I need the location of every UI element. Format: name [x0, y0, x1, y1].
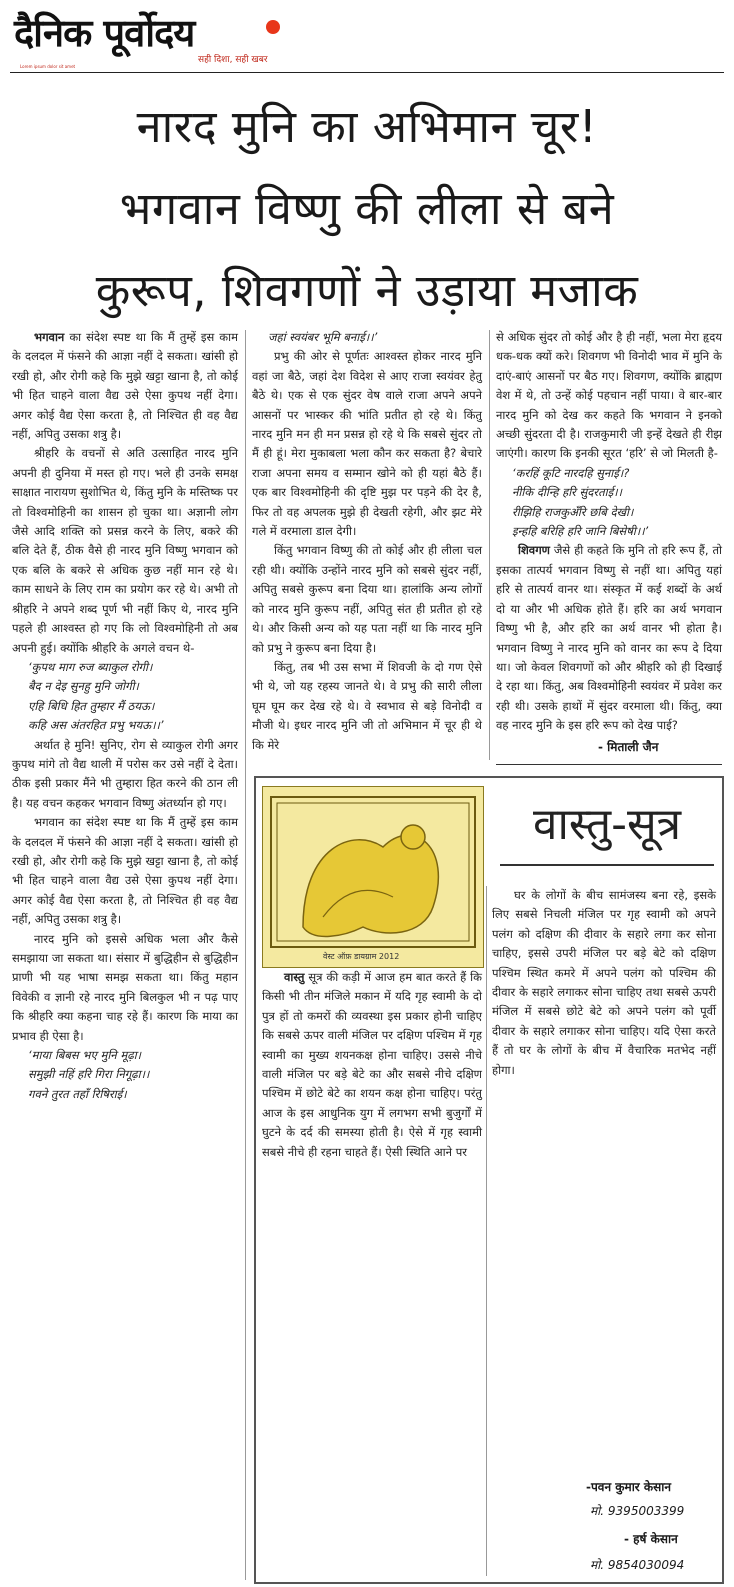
vastu-column-1 [262, 968, 482, 1162]
vastu-diagram-image [262, 786, 484, 968]
logo-subtext: Lorem ipsum dolor sit amet [20, 64, 76, 69]
paragraph-text: जैसे ही कहते कि मुनि तो हरि रूप हैं, तो इसका तात्पर्य भगवान विष्णु से नहीं था। अपितु यहां हरि से तात्पर्य वानर था। संस्कृत में कई शब्दों के अर्थ दो या और भी अधिक होते हैं। हरि का अर्थ भगवान विष्णु भी है, और हरि का अर्थ वानर भी होता है। भगवान विष्णु ने नारद मुनि को वानर का रूप दे दिया था। जो केवल शिवगणों को और श्रीहरि को ही दिखाई दे रहा था। किंतु, अब विश्वमोहिनी स्वयंवर में प्रवेश कर रही थी। उसके हाथों में सुंदर वरमाला थी। किंतु, क्या वह नारद मुनि के इस हरि रूप को देख पाई? [496, 543, 722, 733]
verse-line: रीझिहि राजकुअँरि छबि देखी। [512, 504, 634, 519]
paragraph: श्रीहरि के वचनों से अति उत्साहित नारद मुनि अपनी ही दुनिया में मस्त हो गए। भले ही उनके समक्ष साक्षात नारायण सुशोभित थे, किंतु मुनि के मस्तिष्क पर तो विश्वमोहिनी का शासन हो चुका था। अज्ञानी लोग जैसे आदि शक्ति को प्रसन्न करने के लिए, बकरे की बलि देते हैं, ठीक वैसे ही नारद मुनि विष्णु भगवान को एक बलि के बकरे से अधिक कुछ नहीं मान रहे थे। काम साधने के लिए राम का प्रयोग कर रहे थे। अभी तो श्रीहरि ने अपने शब्द पूर्ण भी नहीं किए थे, नारद मुनि पहले ही आश्वस्त हो गए कि लो विश्वमोहिनी तो अब अपनी हुई। क्योंकि श्रीहरि के अगले वचन थे- [12, 446, 238, 655]
headline-line-1: नारद मुनि का अभिमान चूर! [136, 100, 598, 153]
paragraph: नारद मुनि को इससे अधिक भला और कैसे समझाया जा सकता था। संसार में बुद्धिहीन से बुद्धिहीन प्राणी भी यह भाषा समझ सकता था। किंतु महान विवेकी व ज्ञानी रहे नारद मुनि बिलकुल भी न पढ़ पाए कि श्रीहरि क्या कहना चाह रहे हैं। कारण कि माया का प्रभाव ही ऐसा है। [12, 931, 238, 1043]
vastu-column-2 [492, 886, 716, 1080]
masthead-divider [10, 72, 724, 73]
verse-line: नीकि दीन्हि हरि सुंदरताई।। [512, 485, 623, 500]
logo-dot-icon [266, 20, 280, 34]
verse-line: गवने तुरत तहाँ रिषिराई। [28, 1086, 127, 1101]
paragraph: घर के लोगों के बीच सामंजस्य बना रहे, इसके लिए सबसे निचली मंजिल पर गृह स्वामी को अपने पलंग को दक्षिण की दीवार के सहारे लगा कर सोना चाहिए, इससे उपरी मंजिल पर बड़े बेटे को दक्षिण पश्चिम स्थित कमरे में अपने पलंग को पश्चिम की दीवार के सहारे लगाकर सोना चाहिए तथा सबसे ऊपरी मंजिल में सबसे छोटे बेटे को अपने पलंग को पूर्वी दीवार के सहारे लगाकर सोना चाहिए। यदि ऐसा करते हैं तो घर के लोगों के बीच में वैचारिक मतभेद नहीं होगा। [492, 888, 716, 1077]
article-column-3 [496, 328, 722, 736]
vastu-purush-icon [263, 787, 483, 967]
verse-line: समुझी नहिं हरि गिरा निगूढ़ा।। [28, 1067, 150, 1082]
paragraph [12, 328, 238, 444]
paragraph: अर्थात हे मुनि! सुनिए, रोग से व्याकुल रोगी अगर कुपथ मांगे तो वैद्य थाली में परोस कर उसे नहीं दे देता। ठीक इसी प्रकार मैंने भी तुम्हारा हित करने की ठान ली है। यह वचन कहकर भगवान विष्णु अंतर्ध्यान हो गए। [12, 737, 238, 810]
verse-line: एहि बिधि हित तुम्हार मैं ठयऊ। [28, 698, 155, 713]
vastu-sutra-box [254, 776, 724, 1584]
verse-line: कहि अस अंतरहित प्रभु भयऊ।।’ [28, 718, 164, 733]
lead-word: वास्तु [284, 970, 305, 984]
credit-phone-2: मो. 9854030094 [590, 1558, 685, 1572]
verse-line: इन्हहि बरिहि हरि जानि बिसेषी।।’ [512, 524, 649, 539]
credit-name-1: -पवन कुमार केसान [586, 1480, 671, 1494]
verse-line: जहां स्वयंबर भूमि बनाई।।’ [268, 330, 378, 344]
paragraph: प्रभु की ओर से पूर्णतः आश्वस्त होकर नारद मुनि वहां जा बैठे, जहां देश विदेश से आए राजा स्वयंवर हेतु बैठे थे। एक से एक सुंदर वेष वाले राजा अपने अपने आसनों पर भास्कर की भांति प्रतीत हो रहे थे। किंतु नारद मुनि मन ही मन प्रसन्न हो रहे थे कि सबसे सुंदर तो मैं ही हूं। मेरा मुकाबला भला कौन कर सकता है? बेचारे राजा अपना समय व सम्मान खोने को ही यहां बैठे हैं। एक बार विश्वमोहिनी की दृष्टि मुझ पर पड़ने की देर है, फिर तो वह अपलक मुझे ही देखती रहेगी, और झट मेरे गले में वरमाला डाल देगी। [252, 349, 482, 539]
lead-word: भगवान [34, 330, 65, 344]
paragraph-text: का संदेश स्पष्ट था कि मैं तुम्हें इस काम के दलदल में फंसने की आज्ञा नहीं दे सकता। खांसी हो रखी हो, और रोगी कहे कि मुझे खट्टा खाना है, तो कोई भी हित चाहने वाला वैद्य उसे ऐसा कुपथ नहीं देगा। अगर कोई वैद्य ऐसा करता है, तो निश्चित ही वह वैद्य नहीं, अपितु उसका शत्रु है। [12, 330, 238, 442]
article-column-2 [252, 328, 482, 755]
column-divider [489, 330, 490, 760]
newspaper-logo: दैनिक पूर्वोदय [14, 11, 195, 55]
paragraph: से अधिक सुंदर तो कोई और है ही नहीं, भला मेरा हृदय धक-धक क्यों करे। शिवगण भी विनोदी भाव में मुनि के दाएं-बाएं आसनों पर बैठ गए। शिवगण, क्योंकि ब्राह्मण वेश में थे, तो उन्हें कोई पहचान नहीं पाया। वे बार-बार नारद मुनि को देख कर कहते कि भगवान ने इनको अच्छी सुंदरता दी है। राजकुमारी जी इन्हें देखते ही रीझ जाएंगी। कारण कि इनकी सूरत ‘हरि’ से जो मिलती है- [496, 330, 722, 461]
headline-line-2: भगवान विष्णु की लीला से बने [119, 182, 615, 235]
paragraph [496, 541, 722, 735]
vastu-title: वास्तु-सूत्र [533, 799, 681, 850]
paragraph: किंतु, तब भी उस सभा में शिवजी के दो गण ऐसे भी थे, जो यह रहस्य जानते थे। वे प्रभु की सारी लीला घूम घूम कर देख रहे थे। वे स्वभाव से बड़े विनोदी व मौजी थे। इधर नारद मुनि जी तो अभिमान में चूर ही थे कि मेरे [252, 659, 482, 752]
title-underline [500, 864, 714, 866]
tagline: सही दिशा, सही खबर [198, 55, 268, 65]
paragraph: किंतु भगवान विष्णु की तो कोई और ही लीला चल रही थी। क्योंकि उन्होंने नारद मुनि को सबसे सुंदर नहीं, अपितु सबसे कुरूप बना दिया था। हालांकि अन्य लोगों को नारद मुनि कुरूप नहीं, अपितु संत ही प्रतीत हो रहे थे। और किसी अन्य को यह पता नहीं था कि नारद मुनि को प्रभु ने कुरूप बना दिया है। [252, 543, 482, 655]
column-divider [486, 886, 487, 1576]
masthead [12, 6, 312, 70]
credit-phone-1: मो. 9395003399 [590, 1504, 685, 1518]
article-column-1 [12, 328, 238, 1104]
section-divider [496, 764, 722, 765]
image-caption: वेस्ट ऑफ़ डायग्राम 2012 [323, 952, 400, 961]
credit-name-2: - हर्ष केसान [624, 1532, 678, 1546]
headline-line-3: कुरूप, शिवगणों ने उड़ाया मजाक [95, 264, 639, 317]
paragraph-text: सूत्र की कड़ी में आज हम बात करते हैं कि किसी भी तीन मंजिले मकान में यदि गृह स्वामी के दो पुत्र हों तो कमरों की व्यवस्था इस प्रकार होनी चाहिए कि सबसे ऊपर वाली मंजिल पर दक्षिण पश्चिम में गृह स्वामी का मुख्य शयनकक्ष होना चाहिए। उससे नीचे वाली मंजिल पर बड़े बेटे का और सबसे नीचे दक्षिण पश्चिम में छोटे बेटे का शयन कक्ष होना चाहिए। परंतु आज के इस आधुनिक युग में लगभग सभी बुजुर्गों में घुटने के दर्द की समस्या होती है। ऐसे में गृह स्वामी सबसे नीचे ही रहना चाहते हैं। ऐसी स्थिति आने पर [262, 970, 482, 1159]
verse-line: ‘माया बिबस भए मुनि मूढ़ा। [28, 1048, 142, 1063]
paragraph [262, 968, 482, 1162]
paragraph: भगवान का संदेश स्पष्ट था कि मैं तुम्हें इस काम के दलदल में फंसने की आज्ञा नहीं दे सकता। खांसी हो रखी हो, और रोगी कहे कि मुझे खट्टा खाना है, तो कोई भी हित चाहने वाला वैद्य उसे ऐसा कुपथ नहीं देगा। अगर कोई वैद्य ऐसा करता है, तो निश्चित ही वह वैद्य नहीं, अपितु उसका शत्रु है। [12, 815, 238, 927]
column-divider [245, 330, 246, 1580]
verse-line: बैद न देइ सुनहु मुनि जोगी। [28, 679, 139, 694]
headline [14, 86, 720, 332]
verse-line: ‘करहिं कूटि नारदहि सुनाई।? [512, 465, 630, 480]
lead-word: शिवगण [518, 543, 550, 558]
author-byline: - मिताली जैन [598, 740, 659, 754]
verse-line: ‘कुपथ माग रुज ब्याकुल रोगी। [28, 659, 153, 674]
